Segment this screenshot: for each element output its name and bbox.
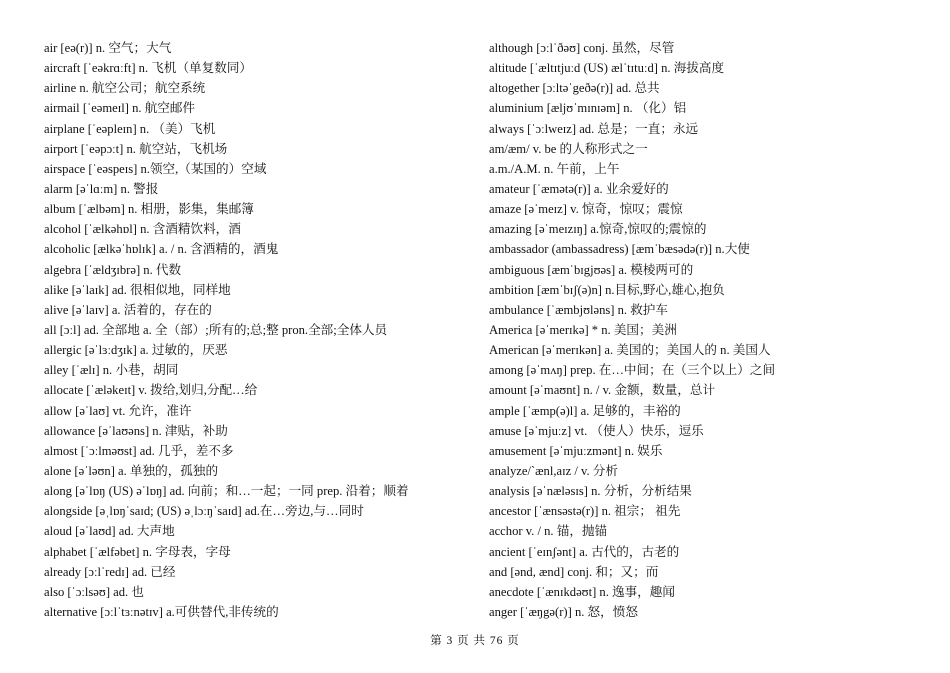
vocab-entry: already [ɔːlˈredɪ] ad. 已经 xyxy=(44,564,176,579)
vocab-entry: America [əˈmerɪkə] * n. 美国；美洲 xyxy=(489,322,677,337)
vocab-entry: alarm [əˈlɑːm] n. 警报 xyxy=(44,181,159,196)
vocab-entry: alike [əˈlaɪk] ad. 很相似地，同样地 xyxy=(44,282,231,297)
vocab-entry: amount [əˈmaʊnt] n. / v. 金额，数量，总计 xyxy=(489,383,716,398)
vocab-entry: ancestor [ˈænsəstə(r)] n. 祖宗； 祖先 xyxy=(489,504,681,519)
vocab-entry: aircraft [ˈeəkrɑːft] n. 飞机（单复数同） xyxy=(44,61,253,76)
vocab-entry: alive [əˈlaɪv] a. 活着的，存在的 xyxy=(44,302,212,317)
vocab-entry: ancient [ˈeɪnʃənt] a. 古代的，古老的 xyxy=(489,544,680,559)
vocab-entry: ambulance [ˈæmbjʊləns] n. 救护车 xyxy=(489,302,668,317)
vocab-entry: album [ˈælbəm] n. 相册，影集，集邮簿 xyxy=(44,202,254,217)
vocab-entry: altitude [ˈæltɪtjuːd (US) ælˈtɪtuːd] n. 海拔高度 xyxy=(489,61,725,76)
vocab-entry: all [ɔːl] ad. 全部地 a. 全（部）;所有的;总;整 pron.全部;全体人员 xyxy=(44,322,388,337)
vocab-entry: also [ˈɔːlsəʊ] ad. 也 xyxy=(44,584,144,599)
vocab-entry: always [ˈɔːlweɪz] ad. 总是；一直；永远 xyxy=(489,121,699,136)
vocab-entry: altogether [ɔːltəˈgeðə(r)] ad. 总共 xyxy=(489,81,660,96)
vocab-entry: alongside [əˌlɒŋˈsaɪd; (US) əˌlɔːŋˈsaɪd] ad.在…旁边,与…同时 xyxy=(44,504,364,519)
vocab-entry: analyze/`ænl,aɪz / v. 分析 xyxy=(489,463,618,478)
vocab-entry: amuse [əˈmjuːz] vt. （使人）快乐，逗乐 xyxy=(489,423,704,438)
vocab-entry: am/æm/ v. be 的人称形式之一 xyxy=(489,141,648,156)
vocab-entry: alternative [ɔːlˈtɜːnətɪv] a.可供替代,非传统的 xyxy=(44,604,279,619)
vocab-entry: along [əˈlɒŋ (US) əˈlɒŋ] ad. 向前；和…一起；一同 prep. 沿着；顺着 xyxy=(44,484,409,499)
vocab-entry: allocate [ˈæləkeɪt] v. 拨给,划归,分配…给 xyxy=(44,383,258,398)
vocab-entry: American [əˈmerɪkən] a. 美国的；美国人的 n. 美国人 xyxy=(489,343,771,358)
vocab-entry: alphabet [ˈælfəbet] n. 字母表，字母 xyxy=(44,544,231,559)
vocab-entry: amaze [əˈmeɪz] v. 惊奇，惊叹；震惊 xyxy=(489,202,683,217)
vocab-entry: amusement [əˈmjuːzmənt] n. 娱乐 xyxy=(489,443,663,458)
vocab-entry: aluminium [æljʊˈmɪnɪəm] n. （化）铝 xyxy=(489,101,687,116)
vocab-entry: allow [əˈlaʊ] vt. 允许，准许 xyxy=(44,403,192,418)
vocab-entry: alley [ˈælɪ] n. 小巷，胡同 xyxy=(44,363,179,378)
vocab-entry: airport [ˈeəpɔːt] n. 航空站，飞机场 xyxy=(44,141,228,156)
vocab-entry: ambiguous [æmˈbɪgjʊəs] a. 模棱两可的 xyxy=(489,262,694,277)
vocab-entry: analysis [əˈnæləsɪs] n. 分析，分析结果 xyxy=(489,484,692,499)
page-footer: 第 3 页 共 76 页 xyxy=(430,635,520,647)
vocab-entry: a.m./A.M. n. 午前，上午 xyxy=(489,161,620,176)
vocab-entry: almost [ˈɔːlməʊst] ad. 几乎，差不多 xyxy=(44,443,234,458)
vocab-entry: although [ɔːlˈðəʊ] conj. 虽然，尽管 xyxy=(489,41,675,55)
vocab-entry: alcohol [ˈælkəhɒl] n. 含酒精饮料，酒 xyxy=(44,222,241,237)
vocab-entry: airmail [ˈeəmeɪl] n. 航空邮件 xyxy=(44,101,196,116)
vocab-entry: acchor v. / n. 锚，抛锚 xyxy=(489,524,608,539)
vocab-entry: among [əˈmʌŋ] prep. 在…中间；在（三个以上）之间 xyxy=(489,363,776,378)
right-column xyxy=(489,38,929,622)
vocab-entry: alcoholic [ælkəˈhɒlɪk] a. / n. 含酒精的，酒鬼 xyxy=(44,242,279,257)
vocab-entry: airplane [ˈeəpleɪn] n. （美）飞机 xyxy=(44,121,216,136)
vocab-entry: aloud [əˈlaʊd] ad. 大声地 xyxy=(44,524,175,539)
vocab-entry: ambassador (ambassadress) [æmˈbæsədə(r)] n.大使 xyxy=(489,242,750,257)
vocab-entry: algebra [ˈældʒɪbrə] n. 代数 xyxy=(44,262,182,277)
vocab-entry: anger [ˈæŋgə(r)] n. 怒，愤怒 xyxy=(489,604,638,619)
vocab-entry: amateur [ˈæmətə(r)] a. 业余爱好的 xyxy=(489,181,669,196)
vocab-entry: ambition [æmˈbɪʃ(ə)n] n.目标,野心,雄心,抱负 xyxy=(489,282,725,297)
vocab-entry: anecdote [ˈænɪkdəʊt] n. 逸事，趣闻 xyxy=(489,584,675,599)
vocab-entry: airspace [ˈeəspeɪs] n.领空,（某国的）空域 xyxy=(44,161,267,176)
vocab-entry: allergic [əˈlɜːdʒɪk] a. 过敏的，厌恶 xyxy=(44,343,228,358)
vocab-entry: amazing [əˈmeɪzɪŋ] a.惊奇,惊叹的;震惊的 xyxy=(489,222,707,237)
vocab-entry: allowance [əˈlaʊəns] n. 津贴，补助 xyxy=(44,423,228,438)
left-column xyxy=(44,38,464,622)
vocab-entry: and [ənd, ænd] conj. 和；又；而 xyxy=(489,564,659,579)
vocab-entry: alone [əˈləʊn] a. 单独的，孤独的 xyxy=(44,463,219,478)
vocab-entry: air [eə(r)] n. 空气；大气 xyxy=(44,41,172,55)
vocab-entry: airline n. 航空公司；航空系统 xyxy=(44,81,206,96)
vocab-entry: ample [ˈæmp(ə)l] a. 足够的，丰裕的 xyxy=(489,403,681,418)
